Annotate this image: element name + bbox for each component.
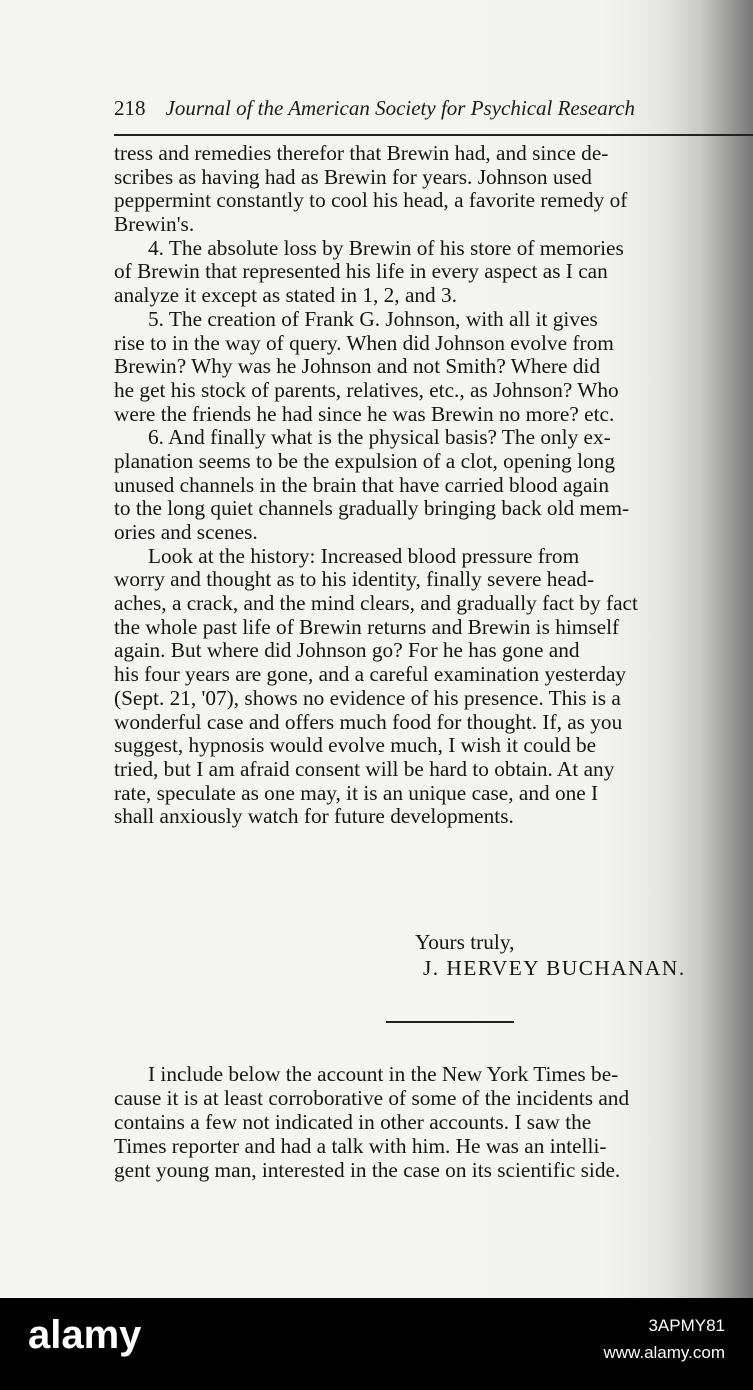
text-line: were the friends he had since he was Brewin no more? etc. [114,401,615,426]
text-line: ories and scenes. [114,520,258,544]
header-rule [114,134,753,136]
text-line: tried, but I am afraid consent will be hard to obtain. At any [114,756,615,781]
text-line: 4. The absolute loss by Brewin of his store of memories [148,235,624,260]
text-line: 5. The creation of Frank G. Johnson, with all it gives [148,306,598,331]
text-line: of Brewin that represented his life in every aspect as I can [114,259,608,284]
text-line: gent young man, interested in the case on its scientific side. [114,1158,621,1182]
text-line: contains a few not indicated in other accounts. I saw the [114,1110,592,1134]
journal-title: Journal of the American Society for Psychical Research [165,96,635,120]
text-line: rate, speculate as one may, it is an unique case, and one I [114,780,599,805]
section-divider [386,1021,514,1023]
page-number: 218 [114,96,146,120]
text-line: Brewin? Why was he Johnson and not Smith? Where did [114,354,601,379]
text-line: (Sept. 21, '07), shows no evidence of his presence. This is a [114,685,621,710]
text-line: analyze it except as stated in 1, 2, and 3. [114,283,457,308]
text-line: Brewin's. [114,212,195,237]
text-line: to the long quiet channels gradually bringing back old mem- [114,496,630,521]
text-line: planation seems to be the expulsion of a clot, opening long [114,448,615,473]
text-line: suggest, hypnosis would evolve much, I wish it could be [114,733,597,758]
letter-signature: J. HERVEY BUCHANAN. [423,956,686,980]
text-line: his four years are gone, and a careful examination yesterday [114,662,627,687]
text-line: peppermint constantly to cool his head, a favorite remedy of [114,188,628,213]
text-line: aches, a crack, and the mind clears, and gradually fact by fact [114,591,638,616]
text-line: again. But where did Johnson go? For he has gone and [114,638,580,663]
page-header [114,96,753,130]
text-line: the whole past life of Brewin returns and Brewin is himself [114,614,620,639]
text-line: wonderful case and offers much food for thought. If, as you [114,709,623,734]
text-line: unused channels in the brain that have carried blood again [114,472,609,497]
text-line: shall anxiously watch for future developments. [114,804,514,829]
text-line: rise to in the way of query. When did Johnson evolve from [114,330,614,355]
alamy-logo: alamy [28,1313,142,1357]
text-line: cause it is at least corroborative of some of the incidents and [114,1086,630,1110]
text-line: tress and remedies therefor that Brewin had, and since de- [114,141,609,165]
image-id: 3APMY81 [648,1316,725,1335]
letter-closing: Yours truly, [415,930,515,954]
text-line: 6. And finally what is the physical basis? The only ex- [148,425,611,450]
text-line: I include below the account in the New York Times be- [148,1062,619,1086]
text-line: worry and thought as to his identity, finally severe head- [114,567,595,592]
text-line: Times reporter and had a talk with him. He was an intelli- [114,1134,607,1158]
site-url: www.alamy.com [603,1343,725,1362]
letter-body [114,142,753,829]
second-section [114,1062,753,1182]
text-line: scribes as having had as Brewin for years. Johnson used [114,164,592,189]
text-line: he get his stock of parents, relatives, etc., as Johnson? Who [114,377,619,402]
text-line: Look at the history: Increased blood pressure from [148,543,580,568]
